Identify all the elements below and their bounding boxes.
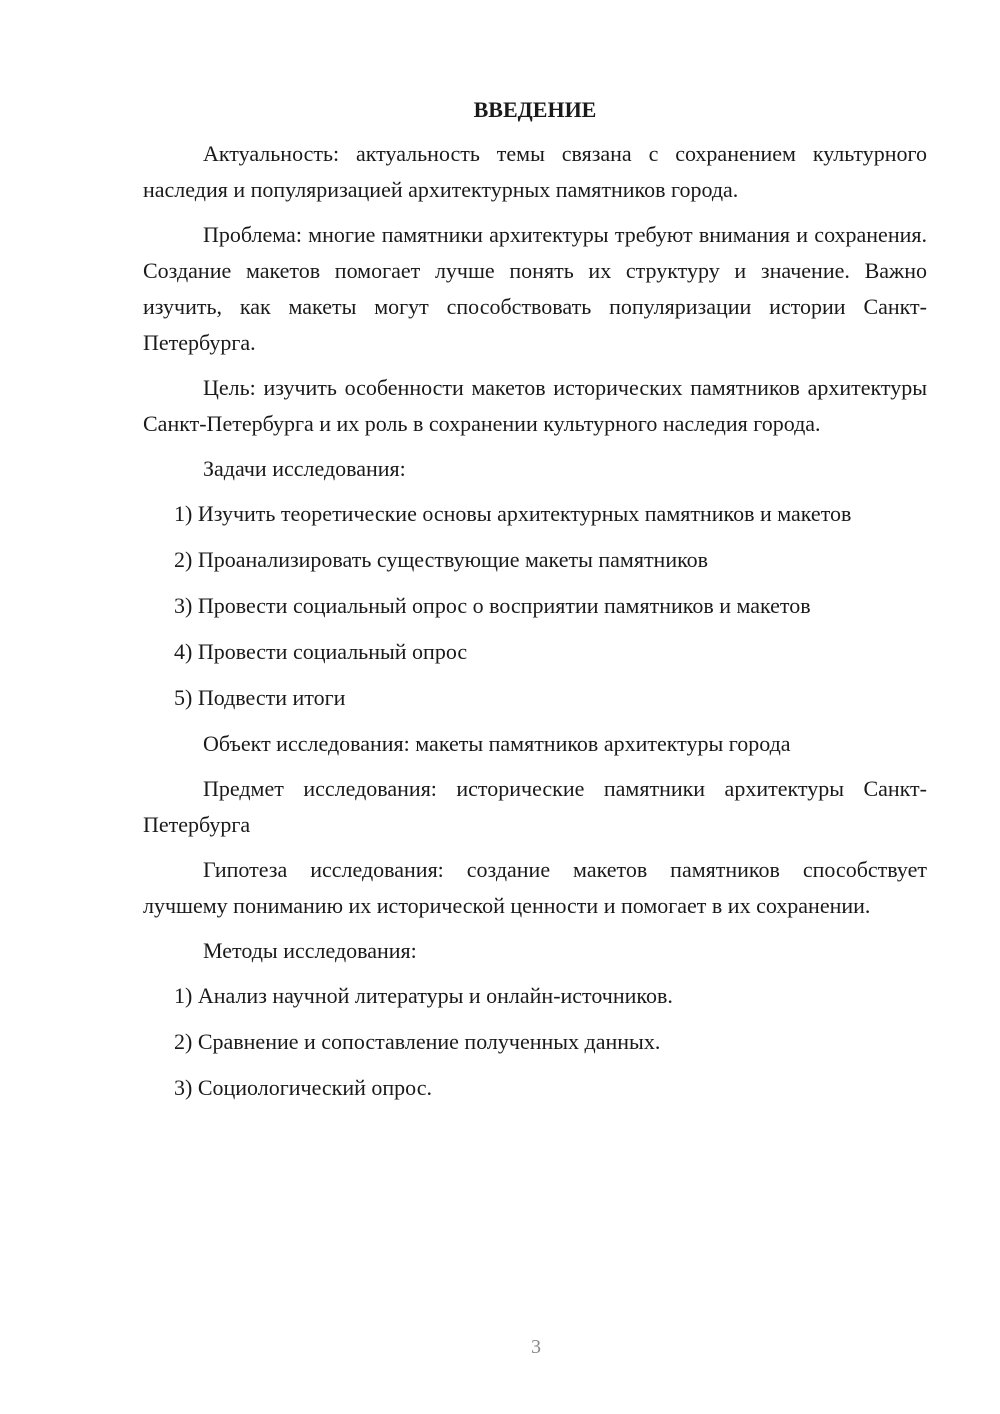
task-item: 3) Провести социальный опрос о восприятии памятников и макетов bbox=[174, 593, 811, 618]
page-number: 3 bbox=[531, 1336, 541, 1358]
task-item: 5) Подвести итоги bbox=[174, 685, 346, 710]
task-item: 2) Проанализировать существующие макеты памятников bbox=[174, 547, 709, 572]
relevance-paragraph: Актуальность: актуальность темы связана с сохранением культурного наследия и популяризацией архитектурных памятников города. bbox=[143, 141, 927, 202]
method-item: 3) Социологический опрос. bbox=[174, 1075, 432, 1100]
hypothesis-paragraph: Гипотеза исследования: создание макетов памятников способствует лучшему пониманию их исторической ценности и помогает в их сохранении. bbox=[143, 857, 927, 918]
task-item: 4) Провести социальный опрос bbox=[174, 639, 468, 664]
method-item: 1) Анализ научной литературы и онлайн-источников. bbox=[174, 983, 673, 1008]
subject-paragraph: Предмет исследования: исторические памятники архитектуры Санкт-Петербурга bbox=[143, 776, 927, 837]
object-paragraph: Объект исследования: макеты памятников архитектуры города bbox=[203, 731, 791, 756]
task-item: 1) Изучить теоретические основы архитектурных памятников и макетов bbox=[174, 501, 852, 526]
goal-paragraph: Цель: изучить особенности макетов исторических памятников архитектуры Санкт-Петербурга и их роль в сохранении культурного наследия города. bbox=[143, 375, 927, 436]
section-heading: ВВЕДЕНИЕ bbox=[473, 97, 597, 122]
problem-paragraph: Проблема: многие памятники архитектуры требуют внимания и сохранения. Создание макетов помогает лучше понять их структуру и значение. Важно изучить, как макеты могут способствовать популяризации истории Санкт-Петербурга. bbox=[143, 222, 927, 355]
document-page bbox=[143, 92, 927, 1116]
method-item: 2) Сравнение и сопоставление полученных данных. bbox=[174, 1029, 661, 1054]
tasks-title: Задачи исследования: bbox=[203, 456, 406, 481]
methods-title: Методы исследования: bbox=[203, 938, 417, 963]
